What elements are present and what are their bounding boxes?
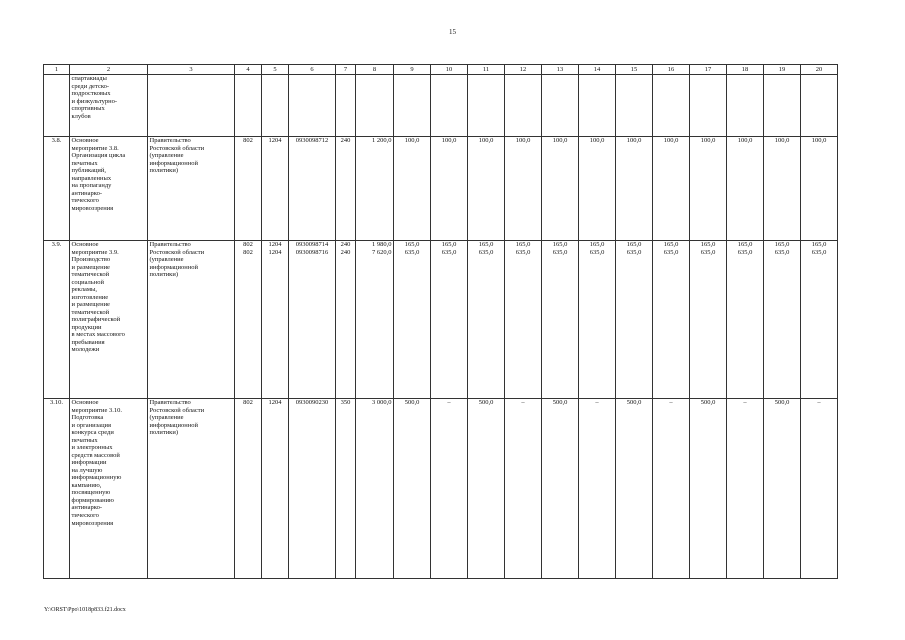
year-amount bbox=[653, 399, 690, 579]
cell-line: 100,0 bbox=[811, 137, 827, 144]
year-amount bbox=[505, 137, 542, 241]
cell-line: 165,0 bbox=[700, 241, 716, 248]
year-amount bbox=[801, 399, 838, 579]
cell-line: 165,0 bbox=[552, 241, 568, 248]
code-vr bbox=[336, 399, 356, 579]
cell-line: 1204 bbox=[268, 248, 282, 256]
cell-line: информационную bbox=[71, 474, 122, 482]
cell-line: полиграфической bbox=[71, 316, 121, 324]
activity-number bbox=[44, 75, 70, 137]
total-amount bbox=[356, 75, 394, 137]
cell-line: и размещение bbox=[71, 301, 110, 309]
column-number: 6 bbox=[289, 65, 336, 75]
cell-line: спортивных bbox=[71, 105, 105, 113]
code-csr bbox=[289, 137, 336, 241]
cell-line: 240 bbox=[340, 248, 351, 256]
year-amount bbox=[727, 399, 764, 579]
cell-line: тического bbox=[71, 197, 99, 205]
cell-line: 635,0 bbox=[811, 248, 827, 256]
executor bbox=[148, 399, 235, 579]
cell-line: 635,0 bbox=[663, 248, 679, 256]
cell-line: – bbox=[447, 399, 451, 406]
cell-line: 165,0 bbox=[441, 241, 457, 248]
year-amount bbox=[690, 241, 727, 399]
cell-line: подростковых bbox=[71, 90, 111, 98]
cell-line: информационной bbox=[149, 421, 198, 429]
code-grbs bbox=[235, 241, 262, 399]
cell-line: мировоззрения bbox=[71, 519, 114, 527]
cell-line: политики) bbox=[149, 167, 178, 175]
cell-line: информационной bbox=[149, 159, 198, 167]
cell-line: спартакиады bbox=[71, 75, 107, 82]
executor bbox=[148, 241, 235, 399]
year-amount bbox=[764, 241, 801, 399]
cell-line: 165,0 bbox=[774, 241, 790, 248]
year-amount bbox=[801, 241, 838, 399]
cell-line: 500,0 bbox=[404, 399, 420, 406]
column-number: 11 bbox=[468, 65, 505, 75]
year-amount bbox=[431, 137, 468, 241]
code-grbs bbox=[235, 75, 262, 137]
column-number: 8 bbox=[356, 65, 394, 75]
cell-line: 0930090230 bbox=[295, 399, 329, 406]
year-amount bbox=[690, 399, 727, 579]
cell-line: 635,0 bbox=[515, 248, 531, 256]
total-amount bbox=[356, 137, 394, 241]
year-amount bbox=[653, 75, 690, 137]
column-number: 12 bbox=[505, 65, 542, 75]
cell-line: 100,0 bbox=[626, 137, 642, 144]
code-grbs bbox=[235, 399, 262, 579]
total-amount bbox=[356, 399, 394, 579]
cell-line: политики) bbox=[149, 271, 178, 279]
year-amount bbox=[542, 399, 579, 579]
cell-line: Организация цикла bbox=[71, 152, 126, 160]
table-row bbox=[44, 241, 838, 399]
cell-line: 165,0 bbox=[737, 241, 753, 248]
cell-line: 635,0 bbox=[478, 248, 494, 256]
cell-line: в местах массового bbox=[71, 331, 125, 339]
cell-line: 500,0 bbox=[774, 399, 790, 406]
column-number: 3 bbox=[148, 65, 235, 75]
year-amount bbox=[616, 75, 653, 137]
cell-line: и организация bbox=[71, 421, 112, 429]
cell-line: Ростовской области bbox=[149, 406, 205, 414]
year-amount bbox=[468, 241, 505, 399]
cell-line: 0930098712 bbox=[295, 137, 329, 144]
year-amount bbox=[616, 399, 653, 579]
column-number: 16 bbox=[653, 65, 690, 75]
year-amount bbox=[468, 137, 505, 241]
executor bbox=[148, 75, 235, 137]
year-amount bbox=[394, 75, 431, 137]
cell-line: печатных bbox=[71, 159, 98, 167]
cell-line: 165,0 bbox=[478, 241, 494, 248]
cell-line: 500,0 bbox=[700, 399, 716, 406]
page-number: 15 bbox=[449, 28, 456, 36]
column-number: 19 bbox=[764, 65, 801, 75]
cell-line: 802 bbox=[243, 137, 253, 144]
cell-line: 635,0 bbox=[626, 248, 642, 256]
cell-line: Основное bbox=[71, 137, 99, 144]
cell-line: мероприятие 3.10. bbox=[71, 406, 123, 414]
column-number: 4 bbox=[235, 65, 262, 75]
executor bbox=[148, 137, 235, 241]
cell-line: мероприятие 3.9. bbox=[71, 248, 119, 256]
cell-line: молодежи bbox=[71, 346, 100, 354]
year-amount bbox=[764, 137, 801, 241]
column-number: 10 bbox=[431, 65, 468, 75]
cell-line: 100,0 bbox=[737, 137, 753, 144]
column-number: 20 bbox=[801, 65, 838, 75]
year-amount bbox=[542, 241, 579, 399]
cell-line: 165,0 bbox=[404, 241, 420, 248]
cell-line: 635,0 bbox=[552, 248, 568, 256]
year-amount bbox=[616, 137, 653, 241]
cell-line: и физкультурно- bbox=[71, 97, 117, 105]
cell-line: 165,0 bbox=[589, 241, 605, 248]
code-csr bbox=[289, 75, 336, 137]
year-amount bbox=[468, 75, 505, 137]
cell-line: 1 980,0 bbox=[372, 241, 392, 248]
cell-line: Основное bbox=[71, 399, 99, 406]
cell-line: продукции bbox=[71, 323, 102, 331]
year-amount bbox=[394, 241, 431, 399]
cell-line: – bbox=[521, 399, 525, 406]
activity-number: 3.9. bbox=[44, 241, 70, 399]
file-path-footer: Y:\ORST\Ppo\1018p833.f21.docx bbox=[44, 607, 126, 613]
code-csr bbox=[289, 399, 336, 579]
cell-line: конкурса среди bbox=[71, 429, 114, 437]
year-amount bbox=[505, 399, 542, 579]
cell-line: среди детско- bbox=[71, 82, 110, 90]
cell-line: – bbox=[743, 399, 747, 406]
code-grbs bbox=[235, 137, 262, 241]
cell-line: и размещение bbox=[71, 263, 110, 271]
cell-line: 100,0 bbox=[478, 137, 494, 144]
cell-line: Правительство bbox=[149, 137, 191, 144]
code-rzpr bbox=[262, 399, 289, 579]
cell-line: 1204 bbox=[268, 399, 282, 406]
cell-line: на пропаганду bbox=[71, 182, 112, 190]
activity-number: 3.8. bbox=[44, 137, 70, 241]
year-amount bbox=[764, 75, 801, 137]
cell-line: антинарко- bbox=[71, 189, 103, 197]
cell-line: (управление bbox=[149, 414, 184, 422]
cell-line: 165,0 bbox=[811, 241, 827, 248]
cell-line: 1204 bbox=[268, 241, 282, 248]
cell-line: (управление bbox=[149, 256, 184, 264]
cell-line: информационной bbox=[149, 263, 198, 271]
header-row bbox=[44, 65, 838, 75]
cell-line: клубов bbox=[71, 112, 91, 120]
cell-line: 635,0 bbox=[404, 248, 420, 256]
cell-line: 350 bbox=[340, 399, 351, 406]
activity-name bbox=[70, 137, 148, 241]
cell-line: 165,0 bbox=[663, 241, 679, 248]
cell-line: Подготовка bbox=[71, 414, 104, 422]
cell-line: изготовление bbox=[71, 293, 109, 301]
cell-line: 802 bbox=[243, 248, 253, 256]
code-rzpr bbox=[262, 75, 289, 137]
cell-line: (управление bbox=[149, 152, 184, 160]
year-amount bbox=[801, 75, 838, 137]
code-rzpr bbox=[262, 137, 289, 241]
table-row bbox=[44, 399, 838, 579]
column-number: 15 bbox=[616, 65, 653, 75]
cell-line: – bbox=[817, 399, 821, 406]
cell-line: 100,0 bbox=[515, 137, 531, 144]
cell-line: 100,0 bbox=[404, 137, 420, 144]
code-rzpr bbox=[262, 241, 289, 399]
year-amount bbox=[801, 137, 838, 241]
cell-line: политики) bbox=[149, 429, 178, 437]
column-number: 13 bbox=[542, 65, 579, 75]
cell-line: 500,0 bbox=[626, 399, 642, 406]
column-number: 7 bbox=[336, 65, 356, 75]
cell-line: тематической bbox=[71, 308, 110, 316]
cell-line: 635,0 bbox=[441, 248, 457, 256]
cell-line: 500,0 bbox=[552, 399, 568, 406]
year-amount bbox=[727, 75, 764, 137]
table-row bbox=[44, 75, 838, 137]
cell-line: 100,0 bbox=[589, 137, 605, 144]
code-csr bbox=[289, 241, 336, 399]
cell-line: Производство bbox=[71, 256, 111, 264]
cell-line: средств массовой bbox=[71, 451, 120, 459]
year-amount bbox=[542, 137, 579, 241]
cell-line: кампанию, bbox=[71, 481, 102, 489]
cell-line: Ростовской области bbox=[149, 144, 205, 152]
cell-line: направленных bbox=[71, 174, 112, 182]
year-amount bbox=[653, 137, 690, 241]
year-amount bbox=[579, 137, 616, 241]
year-amount bbox=[505, 75, 542, 137]
activity-name bbox=[70, 241, 148, 399]
code-vr bbox=[336, 241, 356, 399]
activity-number: 3.10. bbox=[44, 399, 70, 579]
column-number: 17 bbox=[690, 65, 727, 75]
cell-line: 7 620,0 bbox=[372, 248, 392, 256]
cell-line: информации bbox=[71, 459, 107, 467]
cell-line: 802 bbox=[243, 399, 253, 406]
cell-line: 100,0 bbox=[441, 137, 457, 144]
year-amount bbox=[616, 241, 653, 399]
year-amount bbox=[579, 241, 616, 399]
cell-line: 1 200,0 bbox=[372, 137, 392, 144]
total-amount bbox=[356, 241, 394, 399]
column-number: 2 bbox=[70, 65, 148, 75]
cell-line: публикаций, bbox=[71, 167, 107, 175]
cell-line: 635,0 bbox=[700, 248, 716, 256]
cell-line: мероприятие 3.8. bbox=[71, 144, 119, 152]
cell-line: Правительство bbox=[149, 241, 191, 248]
column-number: 1 bbox=[44, 65, 70, 75]
year-amount bbox=[764, 399, 801, 579]
year-amount bbox=[431, 75, 468, 137]
budget-table bbox=[43, 64, 838, 579]
cell-line: 3 000,0 bbox=[372, 399, 392, 406]
year-amount bbox=[468, 399, 505, 579]
cell-line: 1204 bbox=[268, 137, 282, 144]
year-amount bbox=[579, 75, 616, 137]
cell-line: – bbox=[669, 399, 673, 406]
cell-line: рекламы, bbox=[71, 286, 98, 294]
cell-line: посвященную bbox=[71, 489, 111, 497]
year-amount bbox=[690, 75, 727, 137]
column-number: 14 bbox=[579, 65, 616, 75]
year-amount bbox=[542, 75, 579, 137]
year-amount bbox=[394, 137, 431, 241]
year-amount bbox=[653, 241, 690, 399]
cell-line: тического bbox=[71, 511, 99, 519]
cell-line: 500,0 bbox=[478, 399, 494, 406]
cell-line: на лучшую bbox=[71, 466, 103, 474]
cell-line: 802 bbox=[243, 241, 253, 248]
year-amount bbox=[727, 137, 764, 241]
cell-line: 635,0 bbox=[774, 248, 790, 256]
cell-line: – bbox=[595, 399, 599, 406]
cell-line: формированию bbox=[71, 496, 114, 504]
year-amount bbox=[690, 137, 727, 241]
year-amount bbox=[727, 241, 764, 399]
cell-line: печатных bbox=[71, 436, 98, 444]
code-vr bbox=[336, 75, 356, 137]
cell-line: 0930098716 bbox=[295, 248, 329, 256]
cell-line: социальной bbox=[71, 278, 104, 286]
year-amount bbox=[505, 241, 542, 399]
cell-line: 100,0 bbox=[774, 137, 790, 144]
cell-line: Ростовской области bbox=[149, 248, 205, 256]
cell-line: 100,0 bbox=[700, 137, 716, 144]
cell-line: 635,0 bbox=[737, 248, 753, 256]
year-amount bbox=[431, 241, 468, 399]
column-number: 9 bbox=[394, 65, 431, 75]
cell-line: 165,0 bbox=[626, 241, 642, 248]
column-number: 5 bbox=[262, 65, 289, 75]
cell-line: 100,0 bbox=[663, 137, 679, 144]
cell-line: и электронных bbox=[71, 444, 113, 452]
cell-line: 100,0 bbox=[552, 137, 568, 144]
cell-line: мировоззрения bbox=[71, 204, 114, 212]
cell-line: 240 bbox=[340, 137, 351, 144]
activity-name bbox=[70, 75, 148, 137]
cell-line: тематической bbox=[71, 271, 110, 279]
cell-line: Правительство bbox=[149, 399, 191, 406]
cell-line: Основное bbox=[71, 241, 99, 248]
cell-line: 165,0 bbox=[515, 241, 531, 248]
code-vr bbox=[336, 137, 356, 241]
column-number: 18 bbox=[727, 65, 764, 75]
cell-line: 0930098714 bbox=[295, 241, 329, 248]
year-amount bbox=[431, 399, 468, 579]
year-amount bbox=[394, 399, 431, 579]
cell-line: 635,0 bbox=[589, 248, 605, 256]
cell-line: пребывания bbox=[71, 338, 105, 346]
cell-line: 240 bbox=[340, 241, 351, 248]
table-row bbox=[44, 137, 838, 241]
year-amount bbox=[579, 399, 616, 579]
activity-name bbox=[70, 399, 148, 579]
cell-line: антинарко- bbox=[71, 504, 103, 512]
